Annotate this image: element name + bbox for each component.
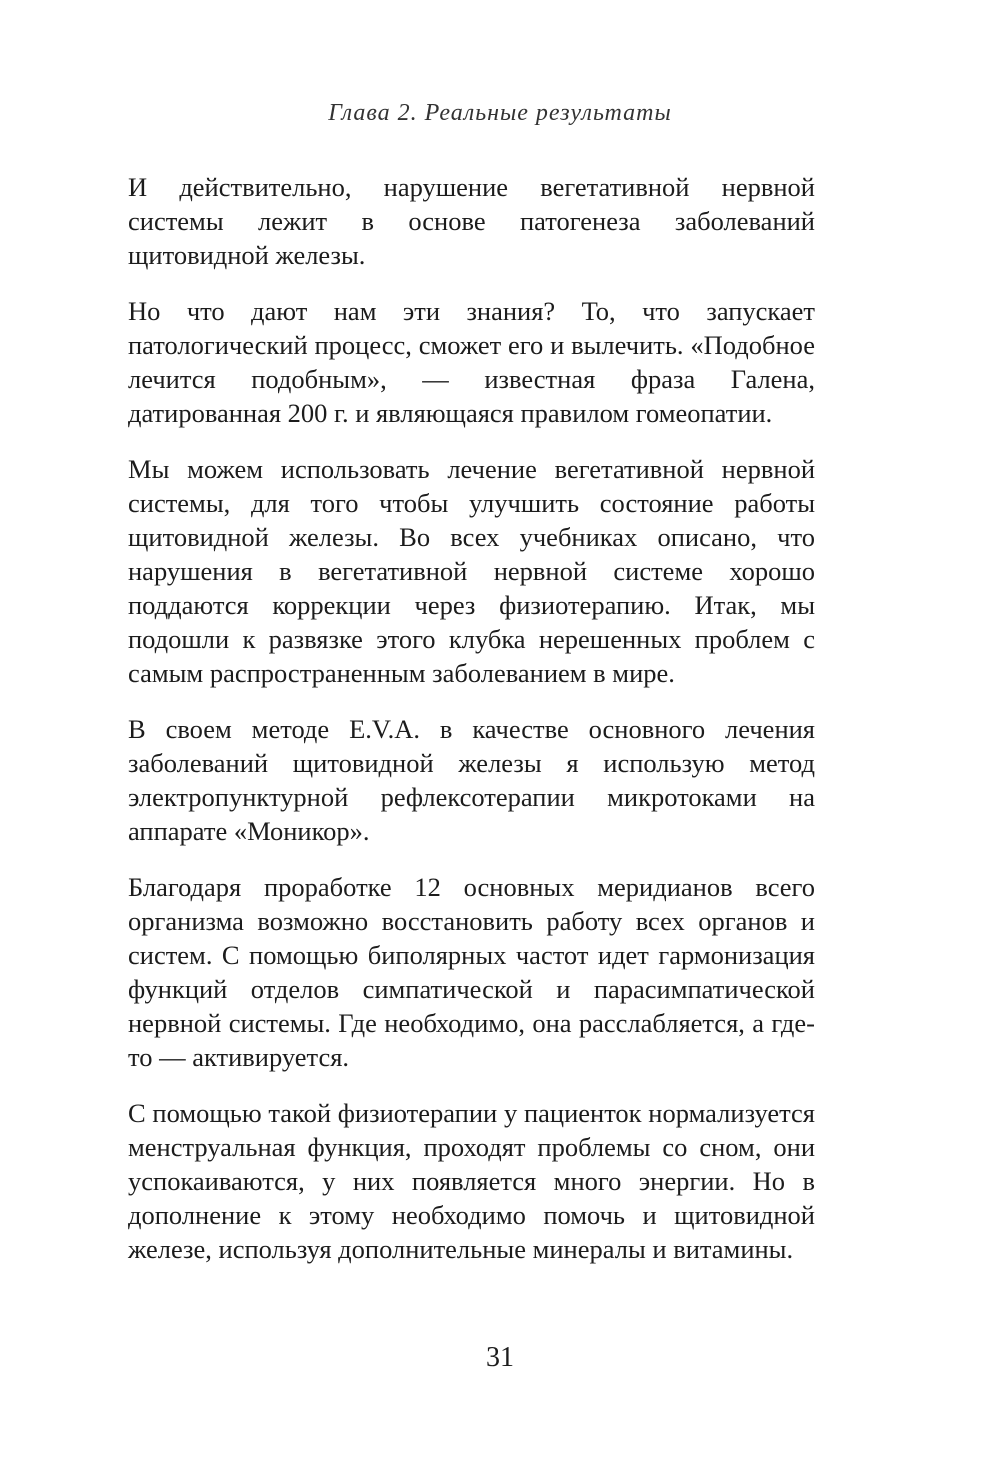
paragraph: Мы можем использовать лечение вегетативной нервной системы, для того чтобы улучшить состояние работы щитовидной железы. Во всех учебниках описано, что нарушения в вегетативной нервной системе хорошо поддаются коррекции через физиотерапию. Итак, мы подошли к развязке этого клубка нерешенных проблем с самым распространенным заболеванием в мире. — [128, 454, 815, 688]
paragraph: Благодаря проработке 12 основных меридианов всего организма возможно восстановить работу всех органов и систем. С помощью биполярных частот идет гармонизация функций отделов симпатической и парасимпатической нервной системы. Где необходимо, она расслабляется, а где-то — активируется. — [128, 872, 815, 1072]
paragraph: И действительно, нарушение вегетативной нервной системы лежит в основе патогенеза заболеваний щитовидной железы. — [128, 172, 815, 270]
paragraph: С помощью такой физиотерапии у пациенток нормализуется менструальная функция, проходят проблемы со сном, они успокаиваются, у них появляется много энергии. Но в дополнение к этому необходимо помочь и щитовидной железе, используя дополнительные минералы и витамины. — [128, 1098, 815, 1264]
paragraph: В своем методе E.V.A. в качестве основного лечения заболеваний щитовидной железы я использую метод электропунктурной рефлексотерапии микротоками на аппарате «Моникор». — [128, 714, 815, 846]
running-head: Глава 2. Реальные результаты — [328, 100, 672, 126]
paragraph: Но что дают нам эти знания? То, что запускает патологический процесс, сможет его и вылечить. «Подобное лечится подобным», — известная фраза Галена, датированная 200 г. и являющаяся правилом гомеопатии. — [128, 296, 815, 428]
page-number: 31 — [486, 1342, 514, 1373]
body-text — [128, 170, 815, 1288]
